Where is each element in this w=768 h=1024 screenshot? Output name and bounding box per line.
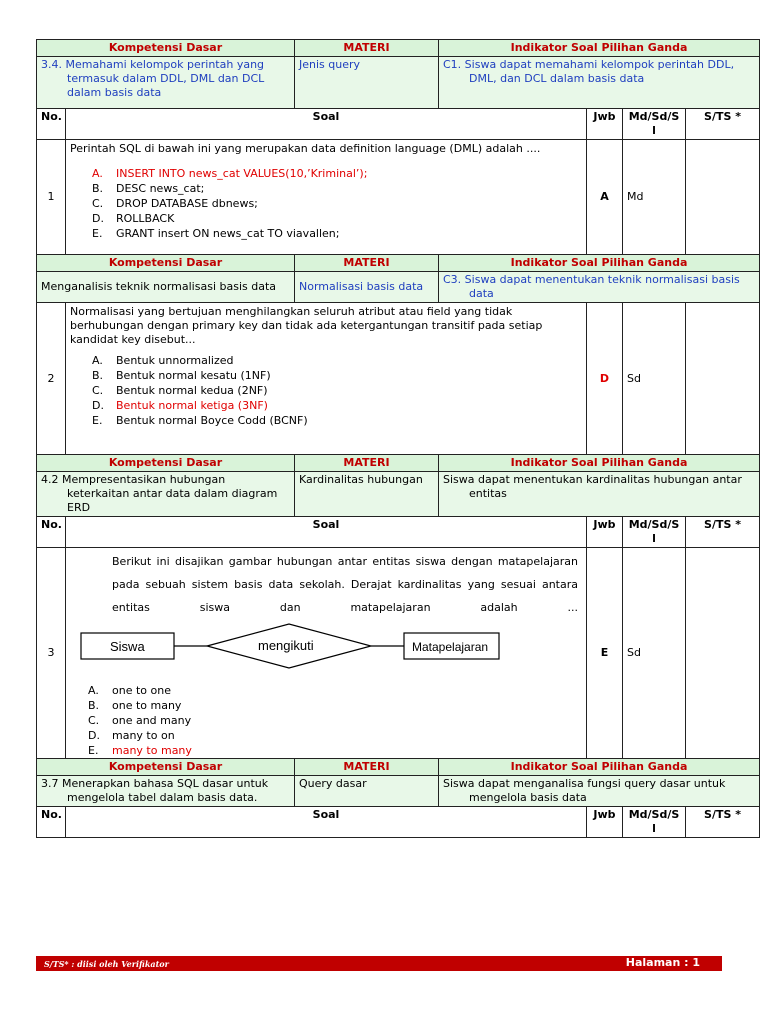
indikator-header: Indikator Soal Pilihan Ganda	[439, 759, 760, 776]
indikator-header: Indikator Soal Pilihan Ganda	[439, 255, 760, 272]
question-number: 2	[37, 303, 66, 455]
col-sts: S/TS *	[686, 517, 760, 548]
options-list	[88, 683, 578, 758]
col-soal: Soal	[66, 109, 587, 140]
question-line-1: Berikut ini disajikan gambar hubungan antar entitas siswa dengan matapelajaran	[112, 555, 578, 568]
materi-header: MATERI	[295, 759, 439, 776]
page-number: Halaman : 1	[625, 956, 700, 969]
block3-materi: Kardinalitas hubungan	[295, 472, 439, 517]
question-row-2	[37, 303, 760, 455]
block1-indikator: C1. Siswa dapat memahami kelompok perintah DDL, DML, dan DCL dalam basis data	[439, 57, 760, 109]
block3-info-row	[37, 472, 760, 517]
col-level: Md/Sd/S l	[623, 807, 686, 838]
option-c[interactable]: C. DROP DATABASE dbnews;	[92, 197, 258, 210]
block4-header-row	[37, 759, 760, 776]
option-b[interactable]: B. DESC news_cat;	[92, 182, 205, 195]
erd-diagram	[80, 623, 510, 673]
difficulty-level: Md	[623, 140, 686, 255]
materi-header: MATERI	[295, 40, 439, 57]
question-row-1	[37, 140, 760, 255]
block1-kd: 3.4. Memahami kelompok perintah yang termasuk dalam DDL, DML dan DCL dalam basis data	[37, 57, 295, 109]
question-cell	[66, 548, 587, 759]
option-e[interactable]: E. Bentuk normal Boyce Codd (BCNF)	[92, 414, 308, 427]
sts-cell[interactable]	[686, 140, 760, 255]
block1-info-row	[37, 57, 760, 109]
question-number: 3	[37, 548, 66, 759]
option-a[interactable]: A. Bentuk unnormalized	[92, 354, 234, 367]
option-e[interactable]: E. GRANT insert ON news_cat TO viavallen;	[92, 227, 340, 240]
entity-siswa-label: Siswa	[110, 639, 145, 654]
difficulty-level: Sd	[623, 548, 686, 759]
col-soal: Soal	[66, 517, 587, 548]
option-a[interactable]: A. one to one	[88, 684, 171, 697]
kd-header: Kompetensi Dasar	[37, 40, 295, 57]
block4-materi: Query dasar	[295, 776, 439, 807]
answer-key: E	[587, 548, 623, 759]
col-jwb: Jwb	[587, 109, 623, 140]
options-list	[70, 353, 582, 428]
col-sts: S/TS *	[686, 109, 760, 140]
block4-info-row	[37, 776, 760, 807]
question-table	[36, 39, 760, 838]
kd-header: Kompetensi Dasar	[37, 255, 295, 272]
option-b[interactable]: B. one to many	[88, 699, 182, 712]
entity-matapelajaran-label: Matapelajaran	[412, 640, 489, 654]
sts-cell[interactable]	[686, 548, 760, 759]
question-number: 1	[37, 140, 66, 255]
option-d[interactable]: D. ROLLBACK	[92, 212, 175, 225]
kd-header: Kompetensi Dasar	[37, 759, 295, 776]
options-list	[70, 166, 582, 241]
question-grid-page	[36, 39, 759, 838]
column-header-row	[37, 517, 760, 548]
footer-bar	[36, 956, 722, 971]
col-level: Md/Sd/S l	[623, 109, 686, 140]
option-a[interactable]: A. INSERT INTO news_cat VALUES(10,’Kriminal’);	[92, 167, 368, 180]
footer-note: S/TS* : diisi oleh Verifikator	[44, 959, 169, 969]
option-c[interactable]: C. one and many	[88, 714, 192, 727]
block3-kd: 4.2 Mempresentasikan hubungan keterkaitan antar data dalam diagram ERD	[37, 472, 295, 517]
block2-kd: Menganalisis teknik normalisasi basis data	[37, 272, 295, 303]
option-c[interactable]: C. Bentuk normal kedua (2NF)	[92, 384, 268, 397]
col-sts: S/TS *	[686, 807, 760, 838]
block4-indikator: Siswa dapat menganalisa fungsi query dasar untuk mengelola basis data	[439, 776, 760, 807]
block3-indikator: Siswa dapat menentukan kardinalitas hubungan antar entitas	[439, 472, 760, 517]
block1-materi: Jenis query	[295, 57, 439, 109]
option-b[interactable]: B. Bentuk normal kesatu (1NF)	[92, 369, 271, 382]
sts-cell[interactable]	[686, 303, 760, 455]
block3-header-row	[37, 455, 760, 472]
materi-header: MATERI	[295, 255, 439, 272]
column-header-row	[37, 807, 760, 838]
difficulty-level: Sd	[623, 303, 686, 455]
option-d[interactable]: D. Bentuk normal ketiga (3NF)	[92, 399, 268, 412]
question-text: Normalisasi yang bertujuan menghilangkan seluruh atribut atau field yang tidak berhubungan dengan primary key dan tidak ada ketergantungan transitif pada setiap kandidat key disebut...	[70, 305, 543, 346]
kd-header: Kompetensi Dasar	[37, 455, 295, 472]
col-jwb: Jwb	[587, 807, 623, 838]
question-line-2: pada sebuah sistem basis data sekolah. Derajat kardinalitas yang sesuai antara	[112, 578, 578, 591]
question-cell	[66, 303, 587, 455]
question-text: Perintah SQL di bawah ini yang merupakan data definition language (DML) adalah ....	[70, 142, 541, 155]
question-cell	[66, 140, 587, 255]
answer-key: D	[587, 303, 623, 455]
option-d[interactable]: D. many to on	[88, 729, 175, 742]
question-row-3	[37, 548, 760, 759]
question-line-3: entitas siswa dan matapelajaran adalah ...	[112, 601, 578, 614]
block2-indikator: C3. Siswa dapat menentukan teknik normalisasi basis data	[439, 272, 760, 303]
block2-header-row	[37, 255, 760, 272]
col-no: No.	[37, 517, 66, 548]
materi-header: MATERI	[295, 455, 439, 472]
block4-kd: 3.7 Menerapkan bahasa SQL dasar untuk mengelola tabel dalam basis data.	[37, 776, 295, 807]
block1-header-row	[37, 40, 760, 57]
block2-info-row	[37, 272, 760, 303]
col-soal: Soal	[66, 807, 587, 838]
column-header-row	[37, 109, 760, 140]
relation-label: mengikuti	[258, 638, 314, 653]
col-no: No.	[37, 807, 66, 838]
indikator-header: Indikator Soal Pilihan Ganda	[439, 455, 760, 472]
col-no: No.	[37, 109, 66, 140]
answer-key: A	[587, 140, 623, 255]
option-e[interactable]: E. many to many	[88, 744, 192, 757]
col-jwb: Jwb	[587, 517, 623, 548]
block2-materi: Normalisasi basis data	[295, 272, 439, 303]
indikator-header: Indikator Soal Pilihan Ganda	[439, 40, 760, 57]
col-level: Md/Sd/S l	[623, 517, 686, 548]
